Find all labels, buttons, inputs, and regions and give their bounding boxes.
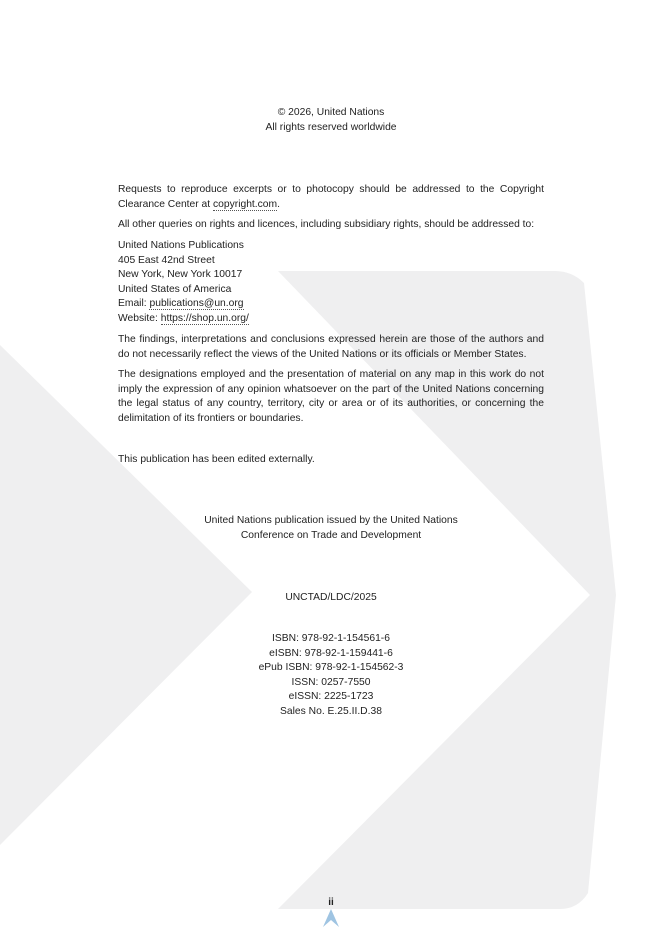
- address-city: New York, New York 10017: [118, 269, 243, 281]
- requests-paragraph: [118, 183, 544, 212]
- findings-text: The findings, interpretations and conclusions expressed herein are those of the authors and do not necessarily reflect the views of the United Nations or its officials or Member States.: [118, 334, 544, 360]
- edited-paragraph: [118, 453, 544, 468]
- other-queries-paragraph: [118, 218, 544, 233]
- email-link[interactable]: publications@un.org: [149, 298, 244, 310]
- email-label: Email:: [118, 298, 150, 310]
- address-street: 405 East 42nd Street: [118, 254, 215, 266]
- designations-paragraph: [118, 368, 544, 426]
- website-link[interactable]: https://shop.un.org/: [160, 312, 249, 324]
- copyright-block: [0, 106, 662, 135]
- address-block: [118, 239, 544, 327]
- page-number: ii: [328, 897, 334, 908]
- epub-isbn: ePub ISBN: 978-92-1-154562-3: [258, 662, 404, 674]
- designations-text: The designations employed and the presentation of material on any map in this work do not imply the expression of any opinion whatsoever on the part of the United Nations concerning the legal status of any country, territory, city or area or of its authorities, or concerning the delimitation of its frontiers or boundaries.: [118, 369, 544, 424]
- website-line: [118, 312, 544, 327]
- eisbn: eISBN: 978-92-1-159441-6: [269, 647, 393, 659]
- isbn: ISBN: 978-92-1-154561-6: [272, 633, 390, 644]
- other-queries-text: All other queries on rights and licences, including subsidiary rights, should be addressed to:: [118, 219, 535, 230]
- issued-by-line-1: United Nations publication issued by the United Nations: [204, 515, 458, 526]
- copyright-line: © 2026, United Nations: [277, 107, 385, 118]
- identifiers-block: [0, 632, 662, 720]
- website-label: Website:: [118, 312, 161, 324]
- requests-text: Requests to reproduce excerpts or to photocopy should be addressed to the Copyright Clearance Center at: [118, 184, 544, 210]
- document-symbol: [0, 591, 662, 606]
- document-symbol-text: UNCTAD/LDC/2025: [285, 592, 377, 603]
- email-line: [118, 297, 544, 312]
- address-country: United States of America: [118, 283, 232, 295]
- issn: ISSN: 0257-7550: [291, 676, 371, 688]
- edited-text: This publication has been edited externally.: [118, 454, 315, 465]
- issued-by-line-2: Conference on Trade and Development: [240, 529, 422, 541]
- sales-number: Sales No. E.25.II.D.38: [280, 705, 382, 717]
- findings-paragraph: [118, 333, 544, 362]
- rights-reserved-line: All rights reserved worldwide: [265, 121, 397, 133]
- issued-by-block: [0, 514, 662, 543]
- address-name: United Nations Publications: [118, 240, 244, 251]
- copyright-link[interactable]: copyright.com: [213, 198, 278, 210]
- eissn: eISSN: 2225-1723: [288, 691, 374, 703]
- chevron-up-icon: [322, 908, 340, 928]
- requests-suffix: .: [277, 198, 280, 210]
